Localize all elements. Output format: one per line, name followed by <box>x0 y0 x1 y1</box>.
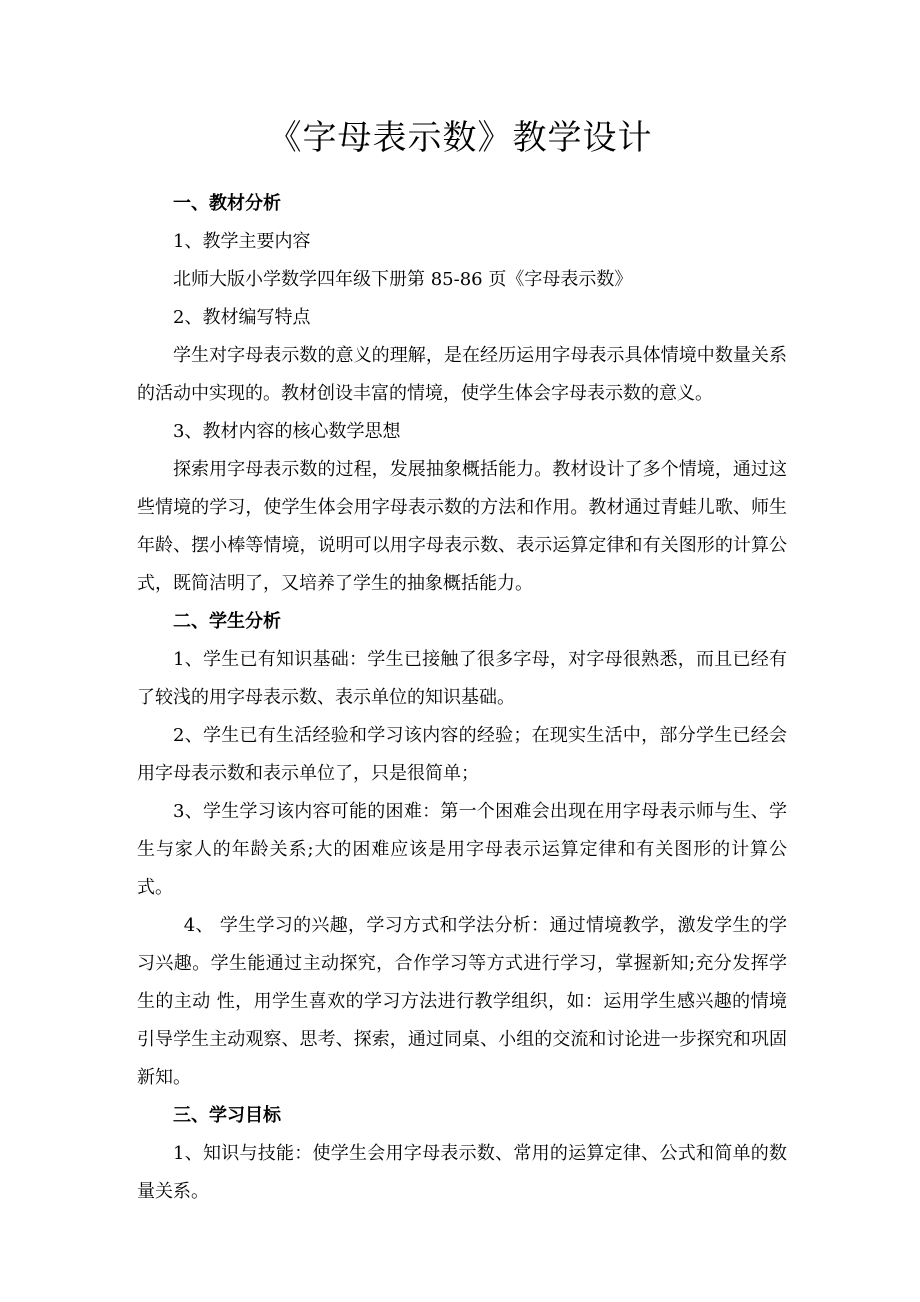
document-body <box>137 185 787 1211</box>
paragraph: 2、教材编写特点 <box>173 307 311 328</box>
paragraph: 2、学生已有生活经验和学习该内容的经验；在现实生活中，部分学生已经会用字母表示数和表示单位了，只是很简单； <box>137 725 787 784</box>
section-heading: 二、学生分析 <box>173 611 281 632</box>
paragraph: 1、教学主要内容 <box>173 231 311 252</box>
paragraph: 3、教材内容的核心数学思想 <box>173 421 401 442</box>
paragraph: 1、学生已有知识基础：学生已接触了很多字母，对字母很熟悉，而且已经有了较浅的用字母表示数、表示单位的知识基础。 <box>137 649 787 708</box>
paragraph: 探索用字母表示数的过程，发展抽象概括能力。教材设计了多个情境，通过这些情境的学习，使学生体会用字母表示数的方法和作用。教材通过青蛙儿歌、师生年龄、摆小棒等情境，说明可以用字母表示数、表示运算定律和有关图形的计算公式，既简洁明了，又培养了学生的抽象概括能力。 <box>137 459 787 594</box>
paragraph: 4、 学生学习的兴趣，学习方式和学法分析：通过情境教学，激发学生的学习兴趣。学生能通过主动探究，合作学习等方式进行学习，掌握新知;充分发挥学生的主动 性，用学生喜欢的学习方法进行教学组织，如：运用学生感兴趣的情境引导学生主动观察、思考、探索，通过同桌、小组的交流和讨论进一步探究和巩固新知。 <box>137 915 787 1088</box>
section-heading: 三、学习目标 <box>173 1105 281 1126</box>
document-title: 《字母表示数》教学设计 <box>267 118 653 158</box>
paragraph: 学生对字母表示数的意义的理解，是在经历运用字母表示具体情境中数量关系的活动中实现的。教材创设丰富的情境，使学生体会字母表示数的意义。 <box>137 345 787 404</box>
paragraph: 1、知识与技能：使学生会用字母表示数、常用的运算定律、公式和简单的数量关系。 <box>137 1143 787 1202</box>
paragraph: 北师大版小学数学四年级下册第 85-86 页《字母表示数》 <box>173 269 633 290</box>
paragraph: 3、学生学习该内容可能的困难：第一个困难会出现在用字母表示师与生、学生与家人的年龄关系;大的困难应该是用字母表示运算定律和有关图形的计算公式。 <box>137 801 787 898</box>
section-heading: 一、教材分析 <box>173 193 281 214</box>
